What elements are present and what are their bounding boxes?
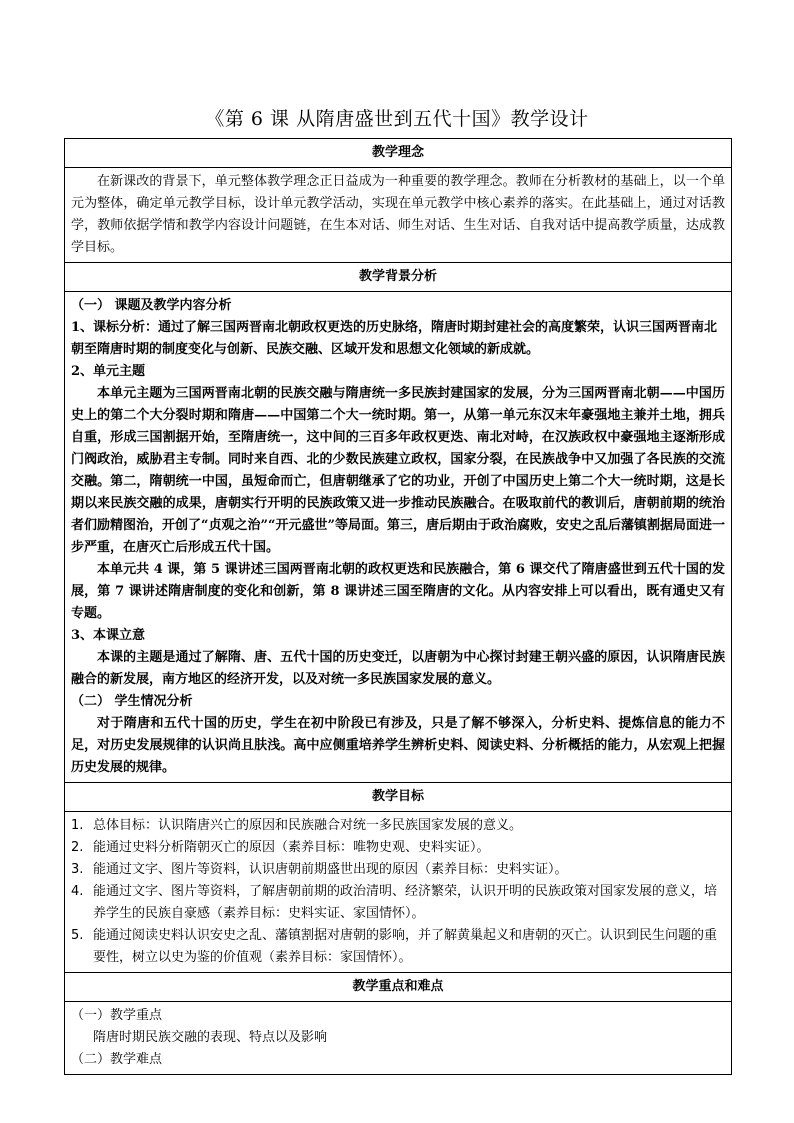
focus-title: （一）教学重点 [71, 1008, 163, 1023]
objective-text: 能通过史料分析隋朝灭亡的原因（素养目标：唯物史观、史料实证）。 [93, 840, 490, 855]
objective-item [71, 837, 725, 859]
document-title: 《第 6 课 从隋唐盛世到五代十国》教学设计 [205, 108, 589, 130]
section-header-objectives: 教学目标 [65, 783, 732, 812]
keypoints-cell [65, 1002, 732, 1075]
difficulty-title: （二）教学难点 [71, 1052, 163, 1067]
student-analysis-text: 对于隋唐和五代十国的历史，学生在初中阶段已有涉及，只是了解不够深入，分析史料、提炼信息的能力不足，对历史发展规律的认识尚且肤浅。高中应侧重培养学生辨析史料、阅读史料、分析概括的能力，从宏观上把握历史发展的规律。 [71, 716, 725, 775]
objective-number: 5. [71, 928, 84, 943]
section-header-background: 教学背景分析 [65, 263, 732, 292]
unit-structure-text: 本单元共 4 课，第 5 课讲述三国两晋南北朝的政权更迭和民族融合，第 6 课交代了隋唐盛世到五代十国的发展，第 7 课讲述隋唐制度的变化和创新，第 8 课讲述三国至隋唐的文化。从内容安排上可以看出，既有通史又有专题。 [71, 562, 725, 621]
philosophy-text: 在新课改的背景下，单元整体教学理念正日益成为一种重要的教学理念。教师在分析教材的基础上，以一个单元为整体，确定单元教学目标，设计单元教学活动，实现在单元教学中核心素养的落实。在此基础上，通过对话教学，教师依据学情和教学内容设计问题链，在生本对话、师生对话、生生对话、自我对话中提高教学质量，达成教学目标。 [71, 174, 725, 255]
objective-number: 4. [71, 884, 84, 899]
objective-number: 2. [71, 840, 84, 855]
objective-number: 1. [71, 818, 84, 833]
objective-text: 能通过文字、图片等资料，认识唐朝前期盛世出现的原因（素养目标：史料实证）。 [93, 862, 568, 877]
background-cell [65, 292, 732, 783]
objective-text: 总体目标：认识隋唐兴亡的原因和民族融合对统一多民族国家发展的意义。 [93, 818, 523, 833]
section-header-philosophy: 教学理念 [65, 139, 732, 168]
background-part1-title: （一） 课题及教学内容分析 [71, 298, 232, 313]
objective-item [71, 859, 725, 881]
unit-theme-text: 本单元主题为三国两晋南北朝的民族交融与隋唐统一多民族封建国家的发展，分为三国两晋南北朝——中国历史上的第二个大分裂时期和隋唐——中国第二个大一统时期。第一，从第一单元东汉末年豪强地主兼并土地，拥兵自重，形成三国割据开始，至隋唐统一，这中间的三百多年政权更迭、南北对峙，在汉族政权中豪强地主逐渐形成门阀政治，威胁君主专制。同时来自西、北的少数民族建立政权，国家分裂，在民族战争中又加强了各民族的交流交融。第二，隋朝统一中国，虽短命而亡，但唐朝继承了它的功业，开创了中国历史上第二个大一统时期，这是长期以来民族交融的成果，唐朝实行开明的民族政策又进一步推动民族融合。在吸取前代的教训后，唐朝前期的统治者们励精图治，开创了“贞观之治”“开元盛世”等局面。第三，唐后期由于政治腐败，安史之乱后藩镇割据局面进一步严重，在唐灭亡后形成五代十国。 [71, 386, 725, 555]
objective-item [71, 881, 725, 925]
objective-text: 能通过文字、图片等资料，了解唐朝前期的政治清明、经济繁荣，认识开明的民族政策对国家发展的意义，培养学生的民族自豪感（素养目标：史料实证、家国情怀）。 [93, 884, 718, 921]
focus-text: 隋唐时期民族交融的表现、特点以及影响 [93, 1030, 328, 1045]
objective-item [71, 815, 725, 837]
lesson-intent-text: 本课的主题是通过了解隋、唐、五代十国的历史变迁，以唐朝为中心探讨封建王朝兴盛的原因，认识隋唐民族融合的新发展，南方地区的经济开发，以及对统一多民族国家发展的意义。 [71, 650, 725, 687]
philosophy-cell [65, 168, 732, 263]
objectives-cell [65, 812, 732, 973]
objective-number: 3. [71, 862, 84, 877]
objective-item [71, 925, 725, 969]
background-part2-title: （二） 学生情况分析 [71, 694, 193, 709]
lesson-intent-title: 3、本课立意 [71, 628, 146, 643]
unit-theme-title: 2、单元主题 [71, 364, 146, 379]
lesson-design-table [64, 138, 732, 1075]
curriculum-analysis-text: 1、课标分析：通过了解三国两晋南北朝政权更迭的历史脉络，隋唐时期封建社会的高度繁荣，认识三国两晋南北朝至隋唐时期的制度变化与创新、民族交融、区域开发和思想文化领域的新成就。 [71, 320, 718, 357]
section-header-keypoints: 教学重点和难点 [65, 973, 732, 1002]
objective-text: 能通过阅读史料认识安史之乱、藩镇割据对唐朝的影响，并了解黄巢起义和唐朝的灭亡。认识到民生问题的重要性，树立以史为鉴的价值观（素养目标：家国情怀）。 [93, 928, 718, 965]
